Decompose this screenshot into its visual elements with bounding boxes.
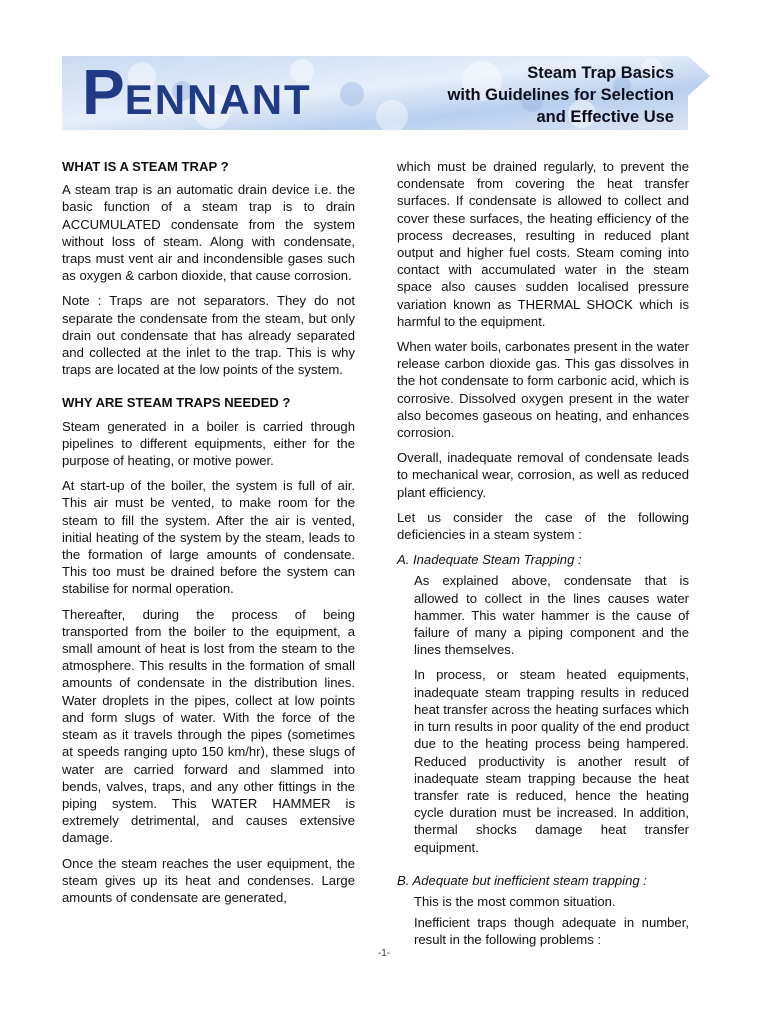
document-title (448, 62, 674, 128)
right-column (397, 158, 689, 957)
title-line-2: with Guidelines for Selection (447, 86, 674, 104)
paragraph: Steam generated in a boiler is carried through pipelines to different equipments, either for the purpose of heating, or motive power. (62, 418, 355, 469)
paragraph: A steam trap is an automatic drain device i.e. the basic function of a steam trap is to drain ACCUMULATED condensate from the system without loss of steam. Along with condensate, traps must vent air and incondensible gases such as oxygen & carbon dioxide, that cause corrosion. (62, 182, 355, 284)
header-banner (62, 56, 710, 130)
paragraph-b1: This is the most common situation. (414, 893, 616, 909)
heading-what-is: WHAT IS A STEAM TRAP ? (62, 159, 229, 174)
paragraph: Once the steam reaches the user equipment, the steam gives up its heat and condenses. Large amounts of condensate are generated, (62, 855, 355, 905)
paragraph: At start-up of the boiler, the system is full of air. This air must be vented, to make room for the steam to fill the system. After the air is vented, initial heating of the system by the steam, leads to the formation of large amounts of condensate. This too must be drained before the system can stabilise for normal operation. (62, 478, 355, 597)
title-line-1: Steam Trap Basics (527, 64, 674, 82)
note-paragraph: Note : Traps are not separators. They do not separate the condensate from the steam, but only drain out condensate that has already separated and collected at the inlet to the trap. This is why traps are located at the low points of the system. (62, 293, 355, 378)
paragraph-b2: Inefficient traps though adequate in number, result in the following problems : (414, 915, 689, 948)
logo-first-letter: P (82, 56, 125, 128)
subheading-a: A. Inadequate Steam Trapping : (397, 552, 582, 568)
paragraph: which must be drained regularly, to prevent the condensate from covering the heat transfer surfaces. If condensate is allowed to collect and cover these surfaces, the heating efficiency of the process decreases, resulting in reduced plant output and higher fuel costs. Steam coming into contact with accumulated water in the steam space also causes sudden localised pressure variation known as THERMAL SHOCK which is harmful to the equipment. (397, 159, 689, 329)
pennant-logo (82, 56, 312, 128)
paragraph-a1: As explained above, condensate that is allowed to collect in the lines causes water hammer. This water hammer is the cause of failure of many a piping component and the lines themselves. (414, 573, 689, 658)
paragraph: When water boils, carbonates present in the water release carbon dioxide gas. This gas dissolves in the hot condensate to form carbonic acid, which is corrosive. Dissolved oxygen present in the water also becomes gaseous on heating, and enhances corrosion. (397, 339, 689, 441)
title-line-3: and Effective Use (536, 108, 674, 126)
paragraph: Let us consider the case of the following deficiencies in a steam system : (397, 509, 689, 543)
heading-why-needed: WHY ARE STEAM TRAPS NEEDED ? (62, 395, 291, 411)
logo-rest: ENNANT (124, 76, 312, 123)
paragraph-a2: In process, or steam heated equipments, inadequate steam trapping results in reduced heat transfer across the heating surfaces which in turn results in poor quality of the end product due to the heating process being hampered. Reduced productivity is another result of inadequate steam trapping because the heat transfer rate is reduced, hence the heating cycle duration must be increased. In addition, thermal shocks damage heat transfer equipment. (414, 667, 689, 855)
paragraph: Thereafter, during the process of being transported from the boiler to the equipment, a small amount of heat is lost from the steam to the atmosphere. This results in the formation of small amounts of condensate in the distribution lines. Water droplets in the pipes, collect at low points and form slugs of water. With the force of the steam as it travels through the pipes (sometimes at speeds ranging upto 150 km/hr), these slugs of water are carried forward and slammed into bends, valves, traps, and any other fittings in the piping system. This WATER HAMMER is extremely detrimental, and causes extensive damage. (62, 606, 355, 846)
page-number: -1- (377, 948, 391, 959)
left-column (62, 158, 355, 914)
subheading-b: B. Adequate but inefficient steam trapping : (397, 872, 647, 888)
paragraph: Overall, inadequate removal of condensate leads to mechanical wear, corrosion, as well as reduced plant efficiency. (397, 450, 689, 500)
